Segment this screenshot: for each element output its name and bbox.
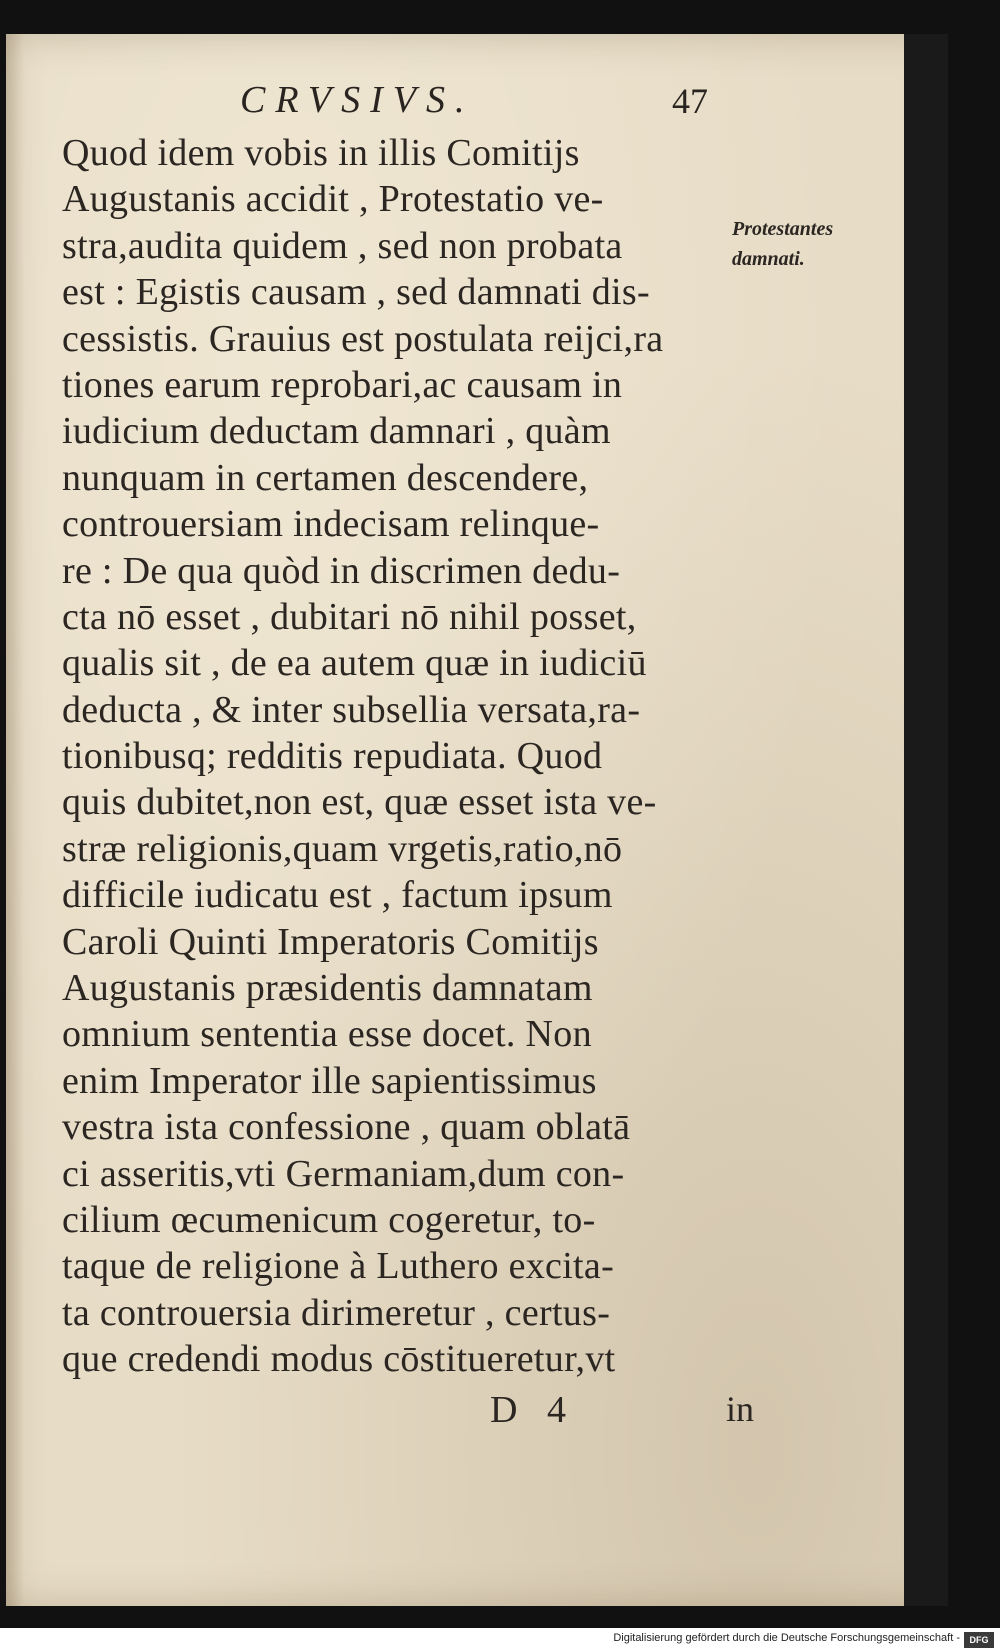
text-line: iudicium deductam damnari , quàm [62,410,611,453]
text-line: ta controuersia dirimeretur , certus- [62,1291,611,1334]
text-line: deducta , & inter subsellia versata,ra- [62,688,641,731]
text-line: stra,audita quidem , sed non probata [62,224,623,267]
text-line: Augustanis accidit , Protestatio ve- [62,178,604,221]
text-line: cilium œcumenicum cogeretur, to- [62,1198,596,1241]
page-edge-shadow [904,34,948,1606]
text-line: Augustanis præsidentis damnatam [62,967,593,1010]
body-text [62,130,742,1383]
text-line: re : De qua quòd in discrimen dedu- [62,549,621,592]
text-line: stræ religionis,quam vrgetis,ratio,nō [62,827,623,870]
text-line: tiones earum reprobari,ac causam in [62,363,623,406]
text-line: qualis sit , de ea autem quæ in iudiciū [62,642,647,685]
text-line: cta nō esset , dubitari nō nihil posset, [62,595,637,638]
marginal-note-line: Protestantes [732,218,834,240]
text-line: enim Imperator ille sapientissimus [62,1059,597,1102]
dfg-logo: DFG [964,1632,994,1648]
running-head: CRVSIVS. [240,79,475,121]
footer-credit-text: Digitalisierung gefördert durch die Deutsche Forschungsgemeinschaft - [613,1632,960,1644]
catchword: in [726,1389,755,1429]
text-line: omnium sententia esse docet. Non [62,1013,592,1056]
digitization-footer [0,1628,1000,1652]
text-line: quis dubitet,non est, quæ esset ista ve- [62,781,657,824]
text-line: controuersiam indecisam relinque- [62,503,600,546]
text-line: Quod idem vobis in illis Comitijs [62,132,580,174]
text-line: cessistis. Grauius est postulata reijci,ra [62,317,664,360]
text-line: que credendi modus cōstitueretur,vt [62,1338,616,1381]
text-line: nunquam in certamen descendere, [62,456,589,499]
marginal-note [732,214,833,274]
text-line: ci asseritis,vti Germaniam,dum con- [62,1152,625,1195]
text-line: tionibusq; redditis repudiata. Quod [62,735,603,778]
page-number: 47 [672,81,708,121]
text-line: difficile iudicatu est , factum ipsum [62,874,613,917]
text-line: est : Egistis causam , sed damnati dis- [62,271,650,314]
marginal-note-line: damnati. [732,248,805,270]
text-line: taque de religione à Luthero excita- [62,1245,615,1288]
text-line: vestra ista confessione , quam oblatā [62,1106,631,1149]
text-line: Caroli Quinti Imperatoris Comitijs [62,920,599,963]
signature-mark: D 4 [490,1389,566,1431]
